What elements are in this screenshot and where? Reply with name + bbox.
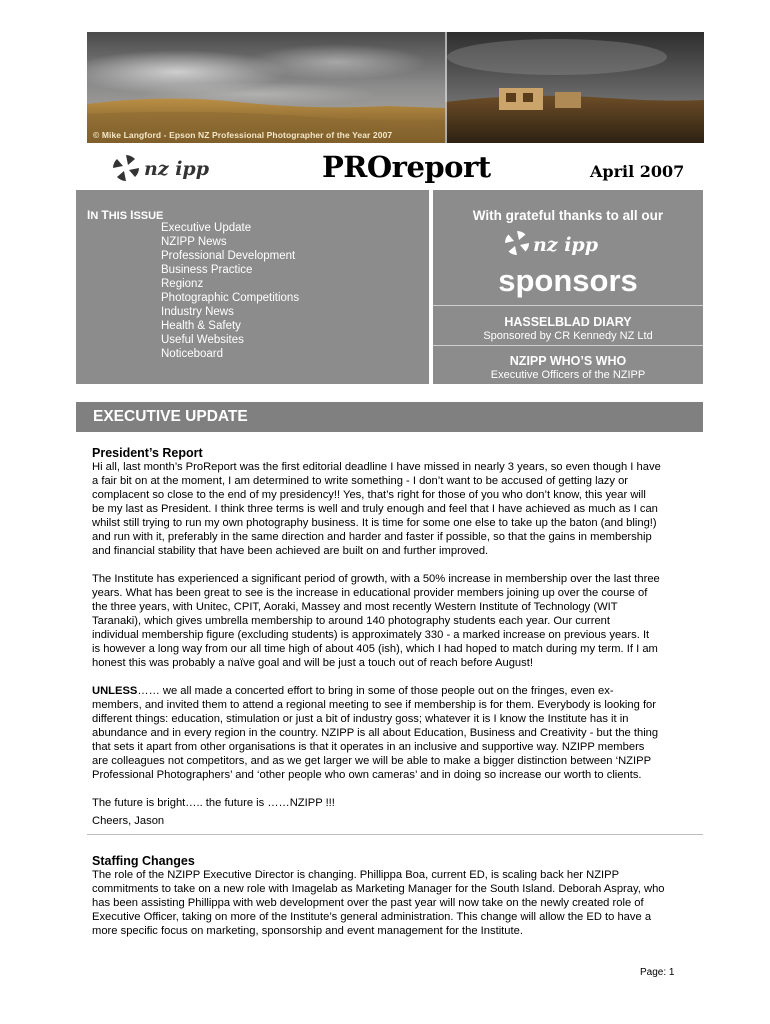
divider	[433, 305, 703, 306]
text-line: has been assisting Phillippa with web development over the past year will now take on the newly created role of	[92, 897, 644, 909]
contents-item[interactable]: Executive Update	[161, 222, 252, 234]
sponsors-thanks-text: With grateful thanks to all our	[472, 208, 664, 223]
contents-list	[161, 221, 299, 361]
text-line: individual membership figure (excluding students) is approximately 330 - a marked increase on previous years. It	[92, 629, 650, 641]
contents-item[interactable]: Useful Websites	[161, 334, 244, 346]
text-line: The future is bright….. the future is ……NZIPP !!!	[92, 797, 335, 809]
heading-part: I	[130, 208, 134, 222]
landscape-photo	[87, 32, 704, 143]
signature	[92, 814, 700, 828]
heading-part: N	[90, 210, 102, 222]
paragraph-3	[92, 684, 700, 782]
heading-part: I	[87, 208, 91, 222]
contents-item[interactable]: Regionz	[161, 278, 204, 290]
text-line: the three years, with Unitec, CPIT, Aoraki, Massey and most recently Western Institute of Technology (WIT	[92, 601, 618, 613]
publication-title: PROreport	[322, 150, 491, 184]
contents-item[interactable]: NZIPP News	[161, 236, 227, 248]
nzipp-logo-text: nz ipp	[533, 234, 599, 256]
text-line: Hi all, last month’s ProReport was the first editorial deadline I have missed in nearly 3 years, so even though I have	[92, 461, 661, 473]
nzipp-logo-mark	[503, 228, 537, 262]
contents-item[interactable]: Health & Safety	[161, 320, 241, 332]
issue-date: April 2007	[590, 162, 685, 181]
sponsors-nzipp-logo	[503, 228, 623, 262]
paragraph-5	[92, 868, 700, 938]
text-line: are colleagues not competitors, and as we get larger we will be able to make a bigger distinction between ‘NZIPP	[92, 755, 652, 767]
banner-photo	[87, 32, 704, 143]
staffing-changes-heading: Staffing Changes	[92, 854, 195, 868]
in-this-issue-heading	[87, 208, 163, 222]
text-line	[92, 684, 700, 698]
text-line: Taranaki), which gives umbrella membership to around 140 photography students each year. Our current	[92, 615, 611, 627]
nzipp-whos-who-title[interactable]: NZIPP WHO’S WHO	[509, 354, 627, 368]
contents-item[interactable]: Professional Development	[161, 250, 296, 262]
text-line: complacent so close to the end of my presidency!! Yes, that’s right for those of you who don’t know, this year will	[92, 489, 646, 501]
unless-emphasis: UNLESS	[92, 685, 138, 697]
nzipp-logo	[110, 152, 220, 186]
text-run: …… we all made a concerted effort to bring in some of those people out on the fringes, even ex-	[137, 685, 614, 697]
text-line: more specific focus on marketing, sponsorship and event management for the Institute.	[92, 925, 523, 937]
text-line: Executive Officer, taking on more of the Institute’s general administration. This change will allow the ED to have a	[92, 911, 652, 923]
sponsors-heading: sponsors	[498, 263, 638, 298]
nzipp-logo-text: nz ipp	[144, 158, 210, 180]
text-line: Cheers, Jason	[92, 815, 165, 827]
text-line: different things: education, stimulation or just a bit of industry goss; whatever it is I know the Institute has it in	[92, 713, 629, 725]
text-line: whilst still trying to run my own photography business. It is time for some one else to take up the baton (and bling!)	[92, 517, 657, 529]
heading-part: T	[101, 208, 109, 222]
text-line: Professional Photographers’ and ‘other people who own cameras’ and in doing so increase our worth to clients.	[92, 769, 642, 781]
text-line: and run with it, preferably in the same direction and harder and faster if possible, so that the gains in membership	[92, 531, 652, 543]
text-line: is however a long way from our all time high of about 405 (ish), which I had hoped to match during my term. If I am	[92, 643, 658, 655]
divider	[433, 345, 703, 346]
contents-item[interactable]: Noticeboard	[161, 348, 224, 360]
text-line: years. What has been great to see is the increase in educational provider members joining up over the course of	[92, 587, 648, 599]
hasselblad-diary-subtitle: Sponsored by CR Kennedy NZ Ltd	[483, 330, 653, 342]
text-line: The Institute has experienced a significant period of growth, with a 50% increase in membership over the last three	[92, 573, 660, 585]
text-line: that sets it apart from other organisations is that it operates in an inclusive and supportive way. NZIPP members	[92, 741, 645, 753]
text-line: abundance and in every region in the country. NZIPP is all about Education, Business and Creativity - but the thing	[92, 727, 659, 739]
presidents-report-heading: President’s Report	[92, 446, 203, 460]
text-line: members, and invited them to attend a regional meeting to see if membership is for them. Everybody is looking for	[92, 699, 657, 711]
contents-item[interactable]: Photographic Competitions	[161, 292, 300, 304]
text-line: be my last as President. I think three terms is well and truly enough and feel that I have achieved as much as I can	[92, 503, 658, 515]
closing-line	[92, 796, 700, 810]
text-line: a fair bit on at the moment, I am determined to write something - I don’t want to be accused of getting lazy or	[92, 475, 629, 487]
section-divider	[87, 834, 703, 835]
page-number: Page: 1	[640, 967, 675, 978]
contents-item[interactable]: Industry News	[161, 306, 234, 318]
contents-item[interactable]: Business Practice	[161, 264, 253, 276]
section-title: EXECUTIVE UPDATE	[93, 408, 248, 425]
paragraph-1	[92, 460, 700, 558]
text-line: commitments to take on a new role with Imagelab as Marketing Manager for the South Island. Deborah Aspray, who	[92, 883, 665, 895]
heading-part: SSUE	[133, 210, 164, 222]
text-line: The role of the NZIPP Executive Director is changing. Phillippa Boa, current ED, is scaling back her NZIPP	[92, 869, 620, 881]
paragraph-2	[92, 572, 700, 670]
heading-part: HIS	[108, 210, 131, 222]
text-line: and financial stability that have been achieved are built on and further improved.	[92, 545, 489, 557]
photo-credit-caption: © Mike Langford - Epson NZ Professional Photographer of the Year 2007	[93, 130, 393, 140]
hasselblad-diary-title[interactable]: HASSELBLAD DIARY	[504, 315, 632, 329]
nzipp-whos-who-subtitle: Executive Officers of the NZIPP	[490, 369, 646, 381]
text-line: honest this was probably a naïve goal and will be just a touch out of reach before August!	[92, 657, 533, 669]
